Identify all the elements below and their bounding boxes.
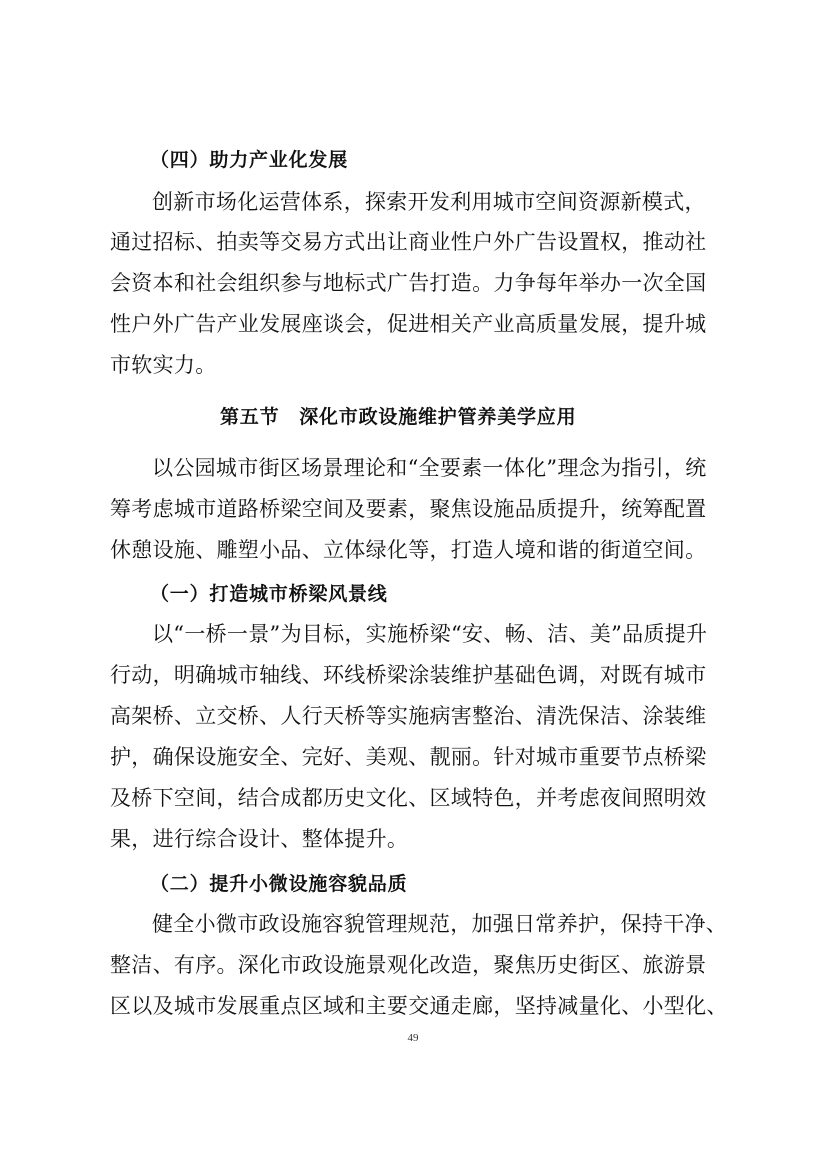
- paragraph-line: 创新市场化运营体系，探索开发利用城市空间资源新模式，: [152, 190, 706, 214]
- page-number: 49: [407, 1032, 419, 1044]
- paragraph-line: 健全小微市政设施容貌管理规范，加强日常养护，保持干净、: [152, 912, 728, 936]
- paragraph-line: 通过招标、拍卖等交易方式出让商业性户外广告设置权，推动社: [110, 230, 707, 254]
- paragraph-line: 果，进行综合设计、整体提升。: [110, 827, 409, 851]
- paragraph-line: 整洁、有序。深化市政设施景观化改造，聚焦历史街区、旅游景: [110, 953, 707, 977]
- paragraph-line: 护，确保设施安全、完好、美观、靓丽。针对城市重要节点桥梁: [110, 745, 707, 769]
- paragraph-line: 高架桥、立交桥、人行天桥等实施病害整治、清洗保洁、涂装维: [110, 704, 707, 728]
- paragraph-line: 市软实力。: [110, 353, 217, 377]
- paragraph-line: 性户外广告产业发展座谈会，促进相关产业高质量发展，提升城: [110, 312, 707, 336]
- paragraph-line: 及桥下空间，结合成都历史文化、区域特色，并考虑夜间照明效: [110, 786, 707, 810]
- paragraph-line: 休憩设施、雕塑小品、立体绿化等，打造人境和谐的街道空间。: [110, 538, 707, 562]
- subsection-heading-4: （四）助力产业化发展: [150, 149, 349, 171]
- subsection-heading-2: （二）提升小微设施容貌品质: [150, 873, 408, 895]
- paragraph-line: 行动，明确城市轴线、环线桥梁涂装维护基础色调，对既有城市: [110, 663, 707, 687]
- section-title: 第五节 深化市政设施维护管养美学应用: [220, 406, 577, 428]
- paragraph-line: 以“一桥一景”为目标，实施桥梁“安、畅、洁、美”品质提升: [152, 622, 708, 646]
- paragraph-line: 区以及城市发展重点区域和主要交通走廊，坚持减量化、小型化、: [110, 994, 728, 1018]
- paragraph-line: 会资本和社会组织参与地标式广告打造。力争每年举办一次全国: [110, 271, 707, 295]
- subsection-heading-1: （一）打造城市桥梁风景线: [150, 583, 388, 605]
- paragraph-line: 以公园城市街区场景理论和“全要素一体化”理念为指引，统: [152, 456, 707, 480]
- paragraph-line: 筹考虑城市道路桥梁空间及要素，聚焦设施品质提升，统筹配置: [110, 497, 707, 521]
